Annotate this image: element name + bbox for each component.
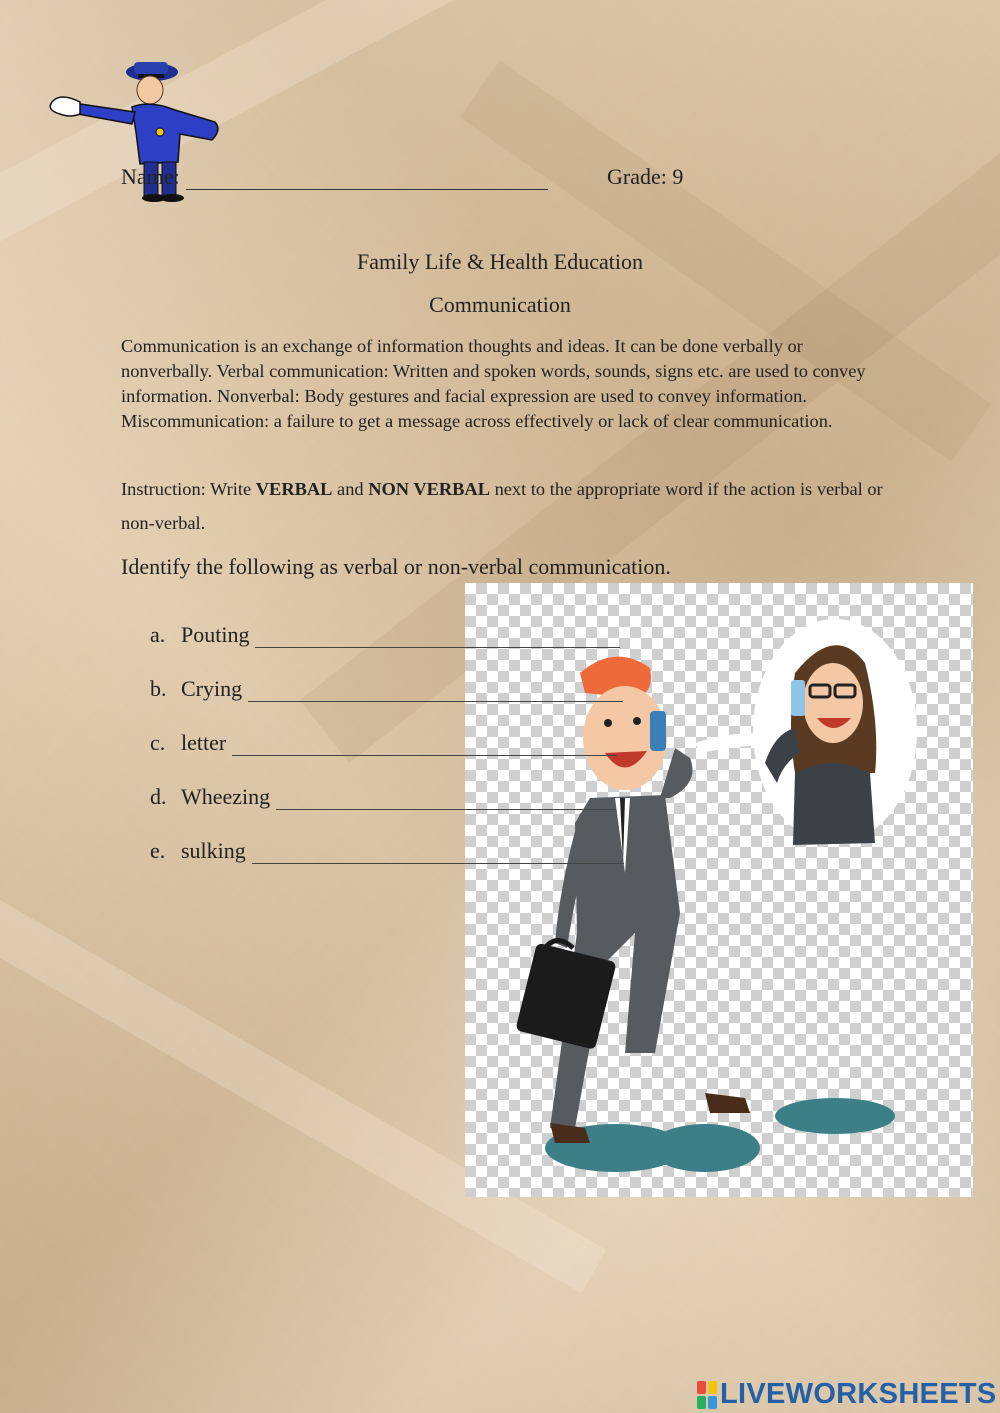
grade-label: Grade: 9 — [607, 164, 684, 189]
topic-title: Communication — [429, 292, 571, 317]
answer-line[interactable] — [276, 789, 616, 810]
question-letter: b. — [150, 676, 167, 701]
instruction-and: and — [332, 479, 369, 499]
question-word: Crying — [181, 676, 243, 701]
name-field[interactable] — [121, 164, 548, 190]
answer-line[interactable] — [252, 843, 624, 864]
answer-line[interactable] — [248, 681, 623, 702]
logo-square — [697, 1396, 706, 1409]
logo-square — [708, 1396, 717, 1409]
list-item — [150, 730, 617, 756]
liveworksheets-logo[interactable] — [697, 1378, 997, 1411]
logo-square — [708, 1381, 717, 1394]
instruction-suffix: next to the appropriate word if the action is verbal or non-verbal. — [121, 479, 883, 533]
instruction-paragraph — [121, 472, 886, 540]
brand-name: LIVEWORKSHEETS — [720, 1378, 997, 1410]
question-word: Pouting — [181, 622, 250, 647]
question-word: sulking — [181, 838, 246, 863]
list-item — [150, 838, 624, 864]
instruction-verbal: VERBAL — [255, 479, 333, 499]
identify-prompt: Identify the following as verbal or non-verbal communication. — [121, 554, 671, 579]
question-word: Wheezing — [181, 784, 271, 809]
question-letter: d. — [150, 784, 167, 809]
answer-line[interactable] — [255, 627, 620, 648]
instruction-prefix: Instruction: Write — [121, 479, 256, 499]
intro-paragraph: Communication is an exchange of information thoughts and ideas. It can be done verbally or nonverbally. Verbal communication: Written and spoken words, sounds, signs etc. are used to convey information. Nonverbal: Body gestures and facial expression are used to convey information. Miscommunication: a failure to get a message across effectively or lack of clear communication. — [121, 336, 866, 431]
list-item — [150, 676, 623, 702]
list-item — [150, 622, 620, 648]
answer-line[interactable] — [232, 735, 617, 756]
question-letter: a. — [150, 622, 166, 647]
question-letter: e. — [150, 838, 166, 863]
question-word: letter — [181, 730, 227, 755]
list-item — [150, 784, 616, 810]
logo-mark-icon — [697, 1381, 717, 1409]
name-blank-line[interactable] — [186, 167, 548, 190]
name-label: Name: — [121, 164, 180, 189]
subject-title: Family Life & Health Education — [357, 249, 643, 274]
logo-square — [697, 1381, 706, 1394]
instruction-nonverbal: NON VERBAL — [368, 479, 490, 499]
question-letter: c. — [150, 730, 166, 755]
